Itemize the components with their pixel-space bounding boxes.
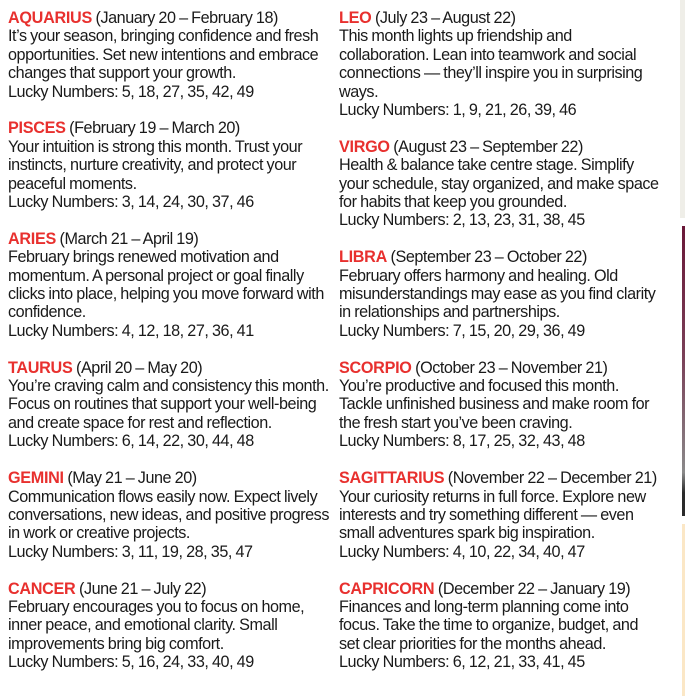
sign-name: LEO (339, 9, 372, 27)
sign-dates: (March 21 – April 19) (59, 229, 199, 248)
lucky-numbers (8, 653, 333, 671)
sign-forecast: Finances and long-term planning come into focus. Take the time to organize, budget, and set clear priorities for the months ahead. (339, 597, 639, 653)
horoscope-column-left (8, 9, 333, 690)
sign-gemini (8, 469, 333, 561)
lucky-numbers (339, 101, 659, 119)
sign-pisces (8, 119, 333, 211)
lucky-numbers (339, 432, 659, 450)
sign-name: TAURUS (8, 358, 73, 377)
sign-name: CAPRICORN (339, 579, 435, 598)
lucky-values: 6, 14, 22, 30, 44, 48 (121, 432, 254, 451)
sign-name: GEMINI (8, 469, 64, 488)
lucky-numbers (8, 322, 333, 340)
sign-dates: (April 20 – May 20) (76, 358, 203, 377)
sign-forecast: Health & balance take centre stage. Simplify your schedule, stay organized, and make space for habits that keep you grounded. (339, 156, 659, 212)
sign-forecast: It’s your season, bringing confidence and fresh opportunities. Set new intentions and embrace changes that support your growth. (8, 27, 319, 83)
lucky-numbers (339, 543, 659, 561)
horoscope-column-right (339, 9, 659, 690)
lucky-numbers (8, 83, 333, 101)
sign-virgo (339, 138, 659, 230)
lucky-values: 5, 18, 27, 35, 42, 49 (121, 82, 254, 101)
lucky-numbers (8, 432, 333, 450)
lucky-label: Lucky Numbers: (8, 653, 119, 672)
lucky-numbers (8, 193, 333, 211)
sign-dates: (January 20 – February 18) (95, 9, 278, 27)
sign-name: ARIES (8, 229, 56, 248)
lucky-label: Lucky Numbers: (8, 542, 119, 561)
sign-name: VIRGO (339, 137, 390, 156)
sign-capricorn (339, 580, 659, 672)
sign-scorpio (339, 359, 659, 451)
sign-name: PISCES (8, 119, 66, 138)
lucky-numbers (339, 322, 659, 340)
lucky-label: Lucky Numbers: (8, 193, 119, 212)
sign-sagittarius (339, 469, 659, 561)
sign-name: CANCER (8, 579, 76, 598)
lucky-values: 7, 15, 20, 29, 36, 49 (452, 321, 585, 340)
sign-forecast: Your curiosity returns in full force. Explore new interests and try something different — even small adventures spark big inspiration. (339, 487, 646, 543)
lucky-values: 2, 13, 23, 31, 38, 45 (452, 211, 585, 230)
page-edge-gray-panel (680, 0, 685, 218)
sign-dates: (September 23 – October 22) (390, 248, 587, 267)
sign-forecast: February brings renewed motivation and momentum. A personal project or goal finally clicks into place, helping you move forward with confidence. (8, 248, 324, 322)
lucky-label: Lucky Numbers: (339, 653, 450, 672)
lucky-values: 8, 17, 25, 32, 43, 48 (452, 432, 585, 451)
sign-forecast: This month lights up friendship and collaboration. Lean into teamwork and social connections — they’ll inspire you in surprising ways. (339, 27, 643, 101)
lucky-values: 4, 10, 22, 34, 40, 47 (452, 542, 585, 561)
sign-name: SAGITTARIUS (339, 469, 445, 488)
lucky-label: Lucky Numbers: (339, 542, 450, 561)
lucky-numbers (8, 543, 333, 561)
lucky-label: Lucky Numbers: (8, 321, 119, 340)
lucky-values: 3, 14, 24, 30, 37, 46 (121, 193, 254, 212)
sign-libra (339, 248, 659, 340)
sign-aquarius (8, 9, 333, 101)
sign-dates: (December 22 – January 19) (437, 579, 631, 598)
lucky-values: 1, 9, 21, 26, 39, 46 (452, 101, 577, 120)
sign-forecast: February offers harmony and healing. Old misunderstandings may ease as you find clarity in relationships and partnerships. (339, 266, 656, 322)
sign-forecast: You’re productive and focused this month. Tackle unfinished business and make room for the fresh start you’ve been craving. (339, 377, 650, 432)
sign-dates: (November 22 – December 21) (447, 469, 657, 488)
sign-dates: (July 23 – August 22) (374, 9, 516, 27)
sign-leo (339, 9, 659, 119)
lucky-label: Lucky Numbers: (8, 432, 119, 451)
sign-forecast: Your intuition is strong this month. Trust your instincts, nurture creativity, and protect your peaceful moments. (8, 137, 303, 193)
sign-dates: (February 19 – March 20) (69, 119, 240, 138)
lucky-label: Lucky Numbers: (339, 101, 450, 120)
lucky-label: Lucky Numbers: (8, 82, 119, 101)
lucky-values: 3, 11, 19, 28, 35, 47 (121, 542, 253, 561)
sign-name: AQUARIUS (8, 9, 92, 27)
lucky-label: Lucky Numbers: (339, 432, 450, 451)
lucky-values: 6, 12, 21, 33, 41, 45 (452, 653, 585, 672)
lucky-numbers (339, 653, 659, 671)
sign-name: LIBRA (339, 248, 387, 267)
sign-dates: (May 21 – June 20) (67, 469, 197, 488)
lucky-numbers (339, 211, 659, 229)
sign-taurus (8, 359, 333, 451)
sign-name: SCORPIO (339, 358, 412, 377)
sign-dates: (August 23 – September 22) (393, 137, 583, 156)
sign-cancer (8, 580, 333, 672)
sign-aries (8, 230, 333, 340)
sign-forecast: Communication flows easily now. Expect lively conversations, new ideas, and positive progress in work or creative projects. (8, 487, 329, 543)
lucky-label: Lucky Numbers: (339, 211, 450, 230)
lucky-values: 4, 12, 18, 27, 36, 41 (121, 321, 254, 340)
lucky-label: Lucky Numbers: (339, 321, 450, 340)
lucky-values: 5, 16, 24, 33, 40, 49 (121, 653, 254, 672)
sign-forecast: February encourages you to focus on home, inner peace, and emotional clarity. Small improvements bring big comfort. (8, 597, 305, 653)
sign-dates: (October 23 – November 21) (415, 358, 608, 377)
sign-forecast: You’re craving calm and consistency this month. Focus on routines that support your well-being and create space for rest and reflection. (8, 377, 329, 432)
sign-dates: (June 21 – July 22) (79, 579, 207, 598)
